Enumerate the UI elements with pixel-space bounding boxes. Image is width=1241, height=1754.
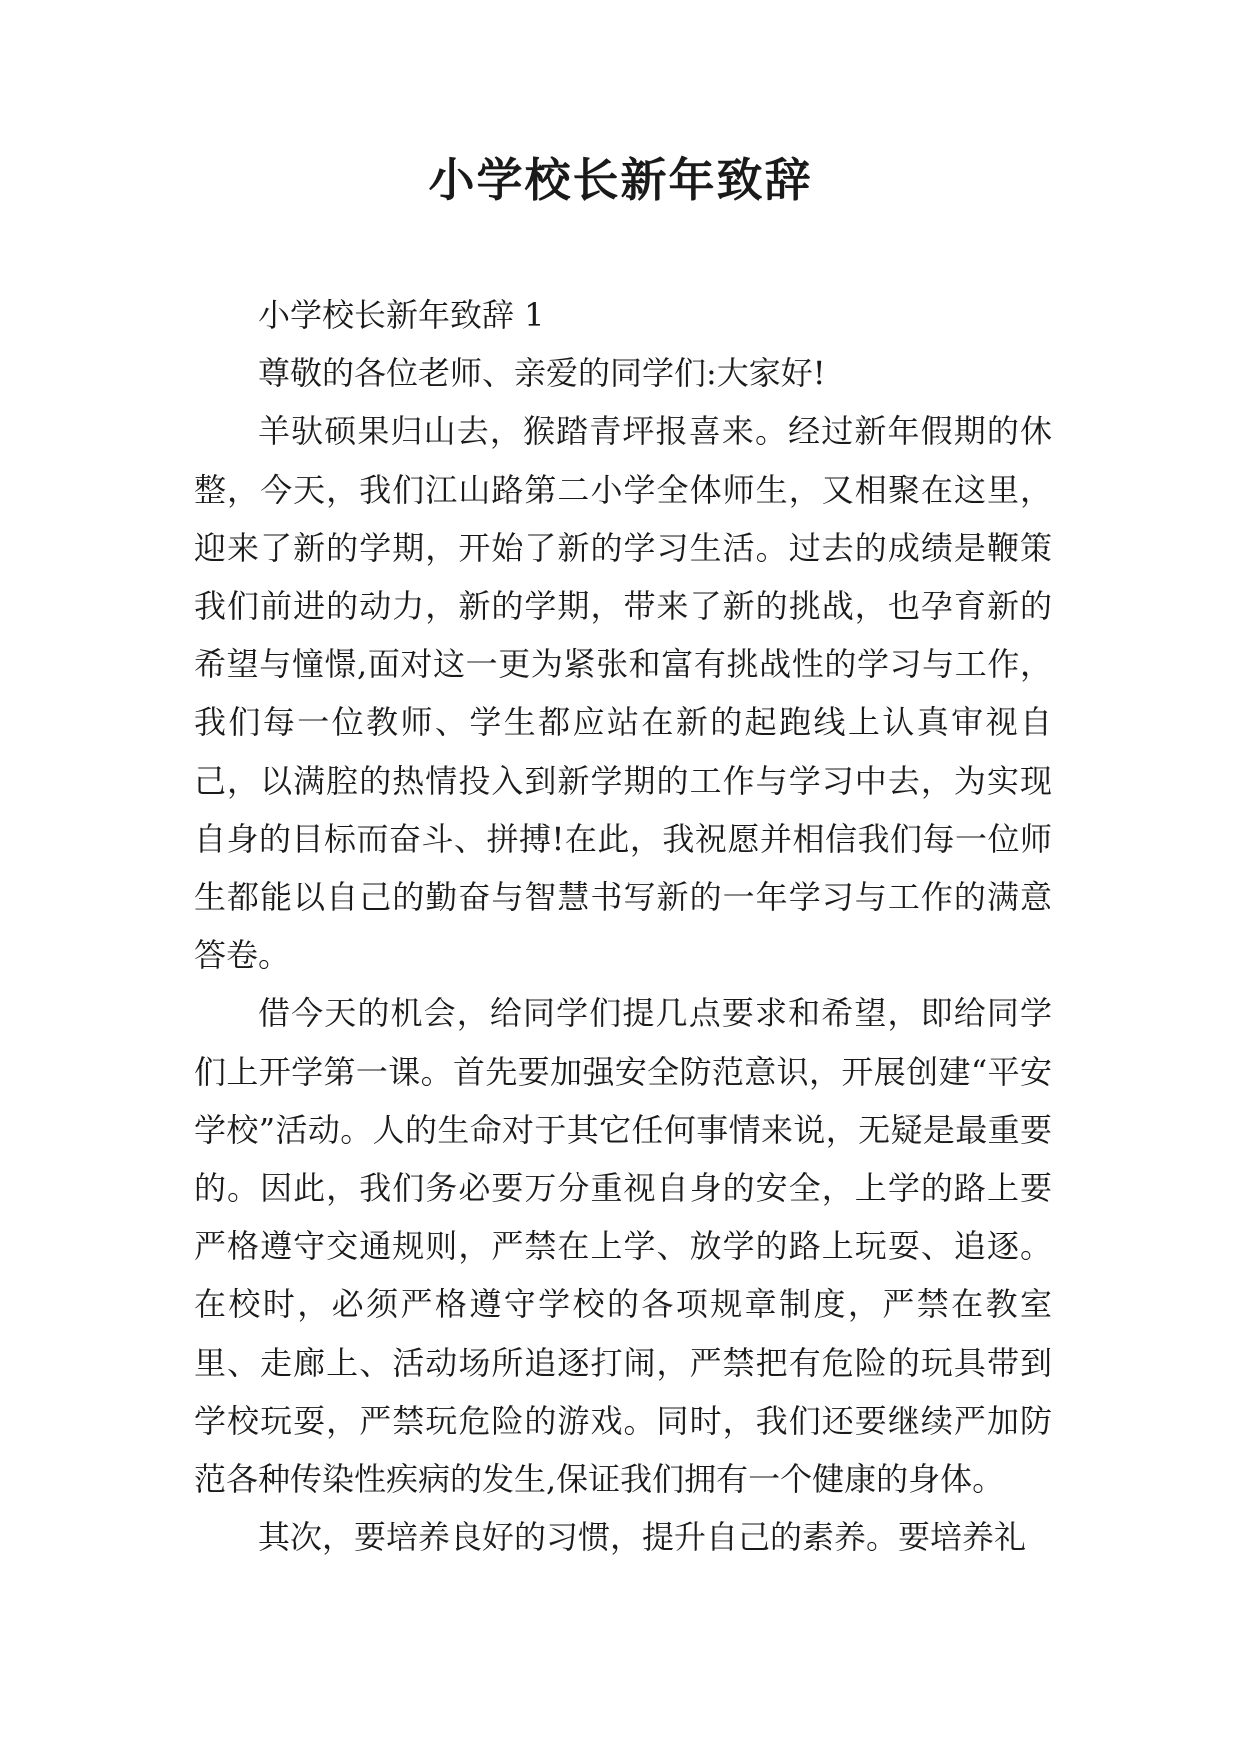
greeting-paragraph: 尊敬的各位老师、亲爱的同学们:大家好!	[258, 354, 826, 393]
body-paragraph: 借今天的机会，给同学们提几点要求和希望，即给同学们上开学第一课。首先要加强安全防范意识，开展创建“平安学校”活动。人的生命对于其它任何事情来说，无疑是最重要的。因此，我们务必要万分重视自身的安全，上学的路上要严格遵守交通规则，严禁在上学、放学的路上玩耍、追逐。在校时，必须严格遵守学校的各项规章制度，严禁在教室里、走廊上、活动场所追逐打闹，严禁把有危险的玩具带到学校玩耍，严禁玩危险的游戏。同时，我们还要继续严加防范各种传染性疾病的发生,保证我们拥有一个健康的身体。	[194, 994, 1052, 1499]
document-body	[194, 286, 1052, 1566]
section-heading: 小学校长新年致辞 1	[258, 296, 545, 334]
body-paragraph: 其次，要培养良好的习惯，提升自己的素养。要培养礼	[258, 1518, 1027, 1557]
body-paragraph: 羊驮硕果归山去，猴踏青坪报喜来。经过新年假期的休整，今天，我们江山路第二小学全体师生，又相聚在这里，迎来了新的学期，开始了新的学习生活。过去的成绩是鞭策我们前进的动力，新的学期，带来了新的挑战，也孕育新的希望与憧憬,面对这一更为紧张和富有挑战性的学习与工作，我们每一位教师、学生都应站在新的起跑线上认真审视自己，以满腔的热情投入到新学期的工作与学习中去，为实现自身的目标而奋斗、拼搏!在此，我祝愿并相信我们每一位师生都能以自己的勤奋与智慧书写新的一年学习与工作的满意答卷。	[194, 412, 1052, 975]
document-title: 小学校长新年致辞	[428, 153, 813, 207]
